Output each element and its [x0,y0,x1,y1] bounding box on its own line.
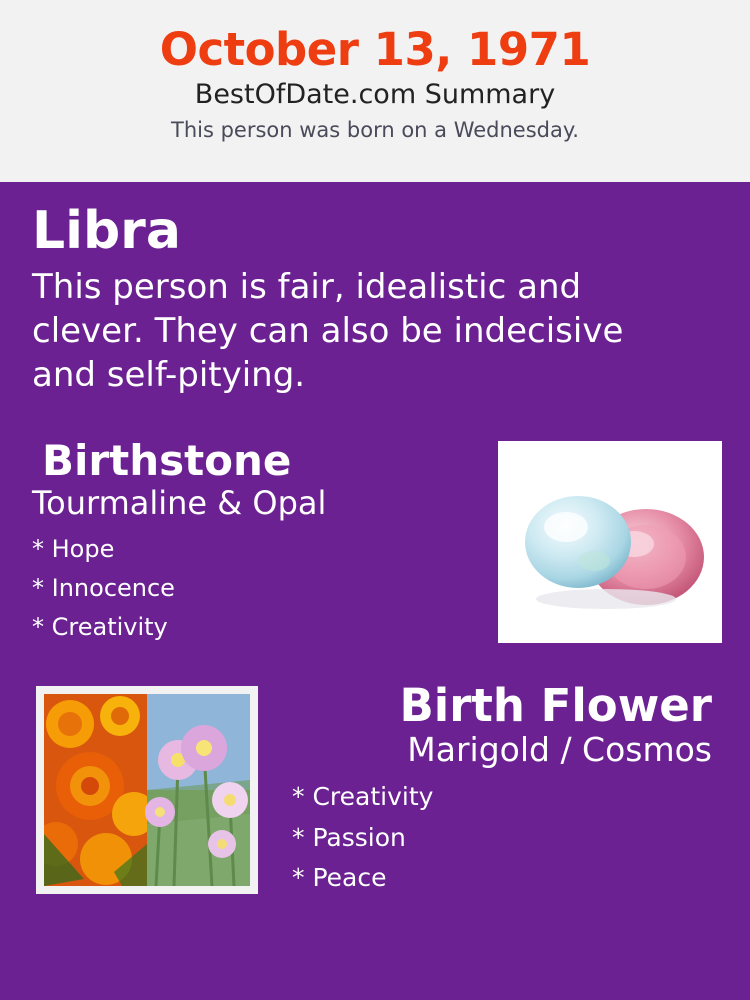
birth-flower-title: Birth Flower [399,679,712,733]
birth-weekday-text: This person was born on a Wednesday. [171,117,579,142]
birth-flower-names: Marigold / Cosmos [407,730,712,770]
list-item: * Peace [292,863,387,893]
list-item: * Passion [292,822,406,852]
birthstone-names: Tourmaline & Opal [32,484,327,523]
page-title: October 13, 1971 [159,23,591,76]
flower-illustration [44,694,250,886]
birth-flower-section [32,679,718,912]
list-item: * Hope [32,535,115,564]
birth-flower-trait-list [292,777,712,899]
zodiac-description: This person is fair, idealistic and clever. They can also be indecisive and self-pitying. [32,266,624,395]
list-item: * Creativity [32,612,168,641]
list-item: * Innocence [32,573,175,602]
site-subtitle: BestOfDate.com Summary [194,79,556,111]
card-header [0,0,750,182]
gemstone-illustration [506,449,714,635]
birthstone-section [32,436,718,654]
zodiac-sign-title: Libra [32,201,181,261]
birth-flower-text [278,679,718,899]
list-item: * Creativity [292,782,434,812]
birth-flower-image [36,686,258,894]
birthstone-image [498,441,722,643]
content-panel [0,182,750,1000]
birthstone-title: Birthstone [42,436,292,486]
